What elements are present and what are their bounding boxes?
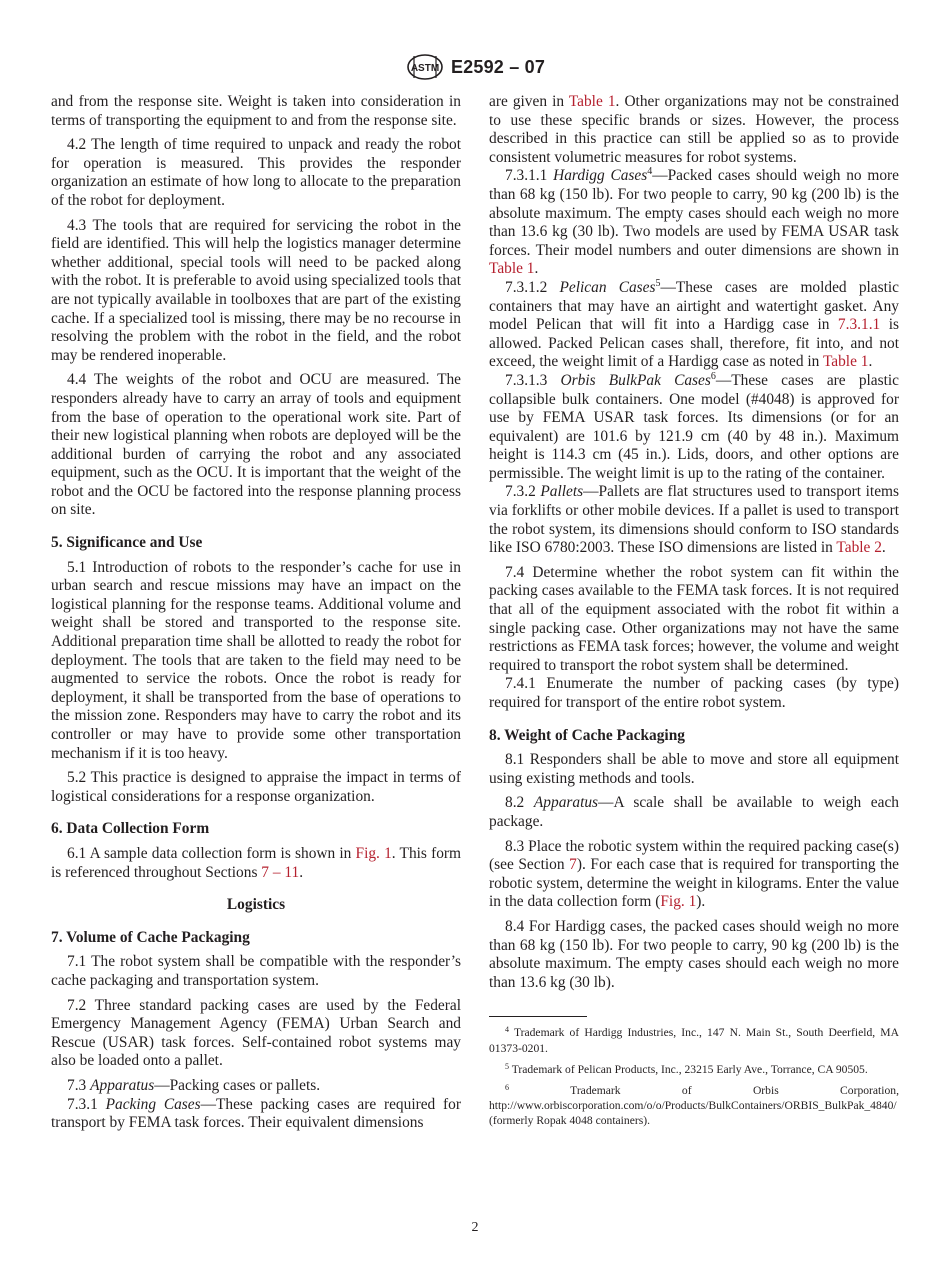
text: . Other organizations may not be constrained to use these specific brands or sizes. However, the process described in this practice can still be applied so as to provide consistent volumetric measures for robot systems. [489, 93, 899, 166]
paragraph-7-3-1-1 [489, 167, 899, 279]
paragraph-8-2 [489, 794, 899, 831]
text: 7.3.1.3 [505, 371, 561, 389]
term: Orbis BulkPak Cases [560, 371, 711, 389]
paragraph-4-4: 4.4 The weights of the robot and OCU are measured. The responders already have to carry an array of tools and equipment from the base of operation to the operational work site. Part of their new logistical planning when robots are deployed will be the additional burden of carrying the robot and any associated equipment, such as the OCU. It is important that the weight of the robot and the OCU be factored into the response planning process on site. [51, 371, 461, 519]
paragraph-5-2: 5.2 This practice is designed to appraise the impact in terms of logistical considerations for a response organization. [51, 769, 461, 805]
fig-1-link[interactable]: Fig. 1 [355, 844, 392, 862]
paragraph-5-1: 5.1 Introduction of robots to the responder’s cache for use in urban search and rescue missions may have an impact on the logistical planning for the response teams. Additional volume and weight shall be stored and transported to the response site. Additional preparation time shall be allotted to ready the robot for deployment. The tools that are taken to the field may need to be augmented to service the robots. Once the robot is ready for deployment, it shall be transported from the base of operations to the mission zone. Responders may have to carry the robot and its controller or may have to provide some other transportation mechanism if it is too heavy. [51, 558, 461, 762]
footnote-number: 6 [505, 1082, 509, 1092]
term: Apparatus [533, 794, 599, 812]
paragraph-8-4: 8.4 For Hardigg cases, the packed cases should weigh no more than 68 kg (150 lb). For two people to carry, 90 kg (200 lb) is the absolute maximum. The empty cases should each weigh no more than 13.6 kg (30 lb). [489, 917, 899, 991]
footnote-number: 4 [505, 1025, 509, 1035]
text: . [299, 863, 304, 881]
paragraph-continuation: and from the response site. Weight is taken into consideration in terms of transporting the equipment to and from the response site. [51, 93, 461, 129]
paragraph-4-3: 4.3 The tools that are required for servicing the robot in the field are identified. This will help the logistics manager determine whether additional, special tools will need to be packed along with the robot. It is preferable to avoid using specialized tools that are not typically available in toolboxes that are part of the existing cache. If a specialized tool is missing, there may be no recourse in resolving the problem with the robot in the field, and the robot may be rendered inoperable. [51, 216, 461, 364]
paragraph-7-3-1 [51, 1096, 461, 1133]
section-7-heading: 7. Volume of Cache Packaging [51, 928, 250, 946]
left-column [51, 93, 461, 1133]
paragraph-4-2: 4.2 The length of time required to unpack and ready the robot for operation is measured. This provides the responder organization an estimate of how long to allocate to the preparation of the robot for deployment. [51, 136, 461, 209]
footnote-number: 5 [505, 1061, 509, 1071]
astm-logo-icon [405, 52, 445, 82]
text: —Packed cases should weigh no more than 68 kg (150 lb). For two people to carry, 90 kg (200 lb) is the absolute maximum. The empty cases should each weigh no more than 13.6 kg (30 lb). Two models are used by FEMA USAR task forces. Their model numbers and outer dimensions are shown in [489, 167, 900, 259]
footnote-5 [489, 1062, 899, 1077]
footnote-ref-4[interactable]: 4 [647, 166, 653, 178]
paragraph-7-4-1: 7.4.1 Enumerate the number of packing cases (by type) required for transport of the entire robot system. [489, 675, 899, 711]
text: 7.3.1.1 [505, 167, 554, 185]
logistics-heading: Logistics [226, 896, 286, 914]
text: 8.3 Place the robotic system within the required packing case(s) (see Section [489, 837, 899, 874]
footnote-ref-5[interactable]: 5 [655, 277, 661, 289]
footnote-text: Trademark of Pelican Products, Inc., 23215 Early Ave., Torrance, CA 90505. [511, 1062, 868, 1076]
text: —These packing cases are required for transport by FEMA task forces. Their equivalent dimensions [51, 1095, 461, 1132]
paragraph-8-1: 8.1 Responders shall be able to move and store all equipment using existing methods and tools. [489, 751, 899, 787]
paragraph-7-3-1-3 [489, 372, 899, 484]
text: —Packing cases or pallets. [154, 1076, 321, 1094]
text: 7.3.2 [505, 483, 541, 501]
paragraph-7-1: 7.1 The robot system shall be compatible with the responder’s cache packaging and transportation system. [51, 953, 461, 989]
page-number: 2 [471, 1220, 479, 1235]
text: . [868, 353, 873, 371]
paragraph-7-2: 7.2 Three standard packing cases are used by the Federal Emergency Management Agency (FEMA) Urban Search and Rescue (USAR) task forces. Self-contained robot systems may also be loaded onto a pallet. [51, 996, 461, 1070]
term: Pallets [540, 483, 584, 501]
table-1-link[interactable]: Table 1 [489, 260, 535, 278]
paragraph-7-3-2 [489, 483, 899, 557]
term: Pelican Cases [559, 278, 656, 296]
text: ). For each case that is required for transporting the robotic system, determine the weight in kilograms. Enter the value in the data collection form ( [489, 856, 899, 911]
footnote-ref-6[interactable]: 6 [710, 370, 716, 382]
table-2-link[interactable]: Table 2 [836, 539, 882, 557]
text: . [881, 539, 886, 557]
fig-1-link[interactable]: Fig. 1 [660, 893, 697, 911]
term: Packing Cases [105, 1095, 201, 1113]
text: are given in [489, 93, 569, 110]
section-6-heading: 6. Data Collection Form [51, 820, 210, 838]
text: —Pallets are flat structures used to transport items via forklifts or other mobile devices. If a pallet is used to transport the robot system, its dimensions should conform to ISO standards like ISO 6780:2003. These ISO dimensions are listed in [489, 483, 899, 557]
term: Hardigg Cases [553, 167, 648, 185]
page-header [0, 52, 950, 82]
paragraph-7-4: 7.4 Determine whether the robot system can fit within the packing cases available to the FEMA task forces. It is not required that all of the equipment associated with the robot fit within a single packing case. Other organizations may not have the same restrictions as FEMA task forces; however, the volume and weight required to transport the robot system shall be determined. [489, 563, 899, 674]
text: —A scale shall be available to weigh each package. [489, 794, 899, 830]
section-8-heading: 8. Weight of Cache Packaging [489, 726, 685, 744]
text: 8.2 [505, 794, 534, 812]
section-7-3-1-1-link[interactable]: 7.3.1.1 [837, 316, 881, 334]
term: Apparatus [90, 1076, 155, 1094]
paragraph-continuation [489, 93, 899, 167]
text: ). [696, 893, 706, 911]
footnote-6 [489, 1083, 899, 1129]
paragraph-7-3-1-2 [489, 279, 899, 372]
section-7-link[interactable]: 7 [569, 856, 577, 874]
right-column [489, 93, 899, 1135]
text: —These cases are molded plastic containers that may have an airtight and watertight gasket. Any model Pelican that will fit into a Hardigg case in [489, 278, 899, 334]
text: 6.1 A sample data collection form is shown in [67, 844, 356, 862]
table-1-link[interactable]: Table 1 [568, 93, 616, 110]
text: is allowed. Packed Pelican cases shall, therefore, fit into, and not exceed, the weight limit of a Hardigg case as noted in [489, 316, 899, 371]
text: —These cases are plastic collapsible bulk containers. One model (#4048) is approved for use by FEMA USAR task forces. Its dimensions (or for an equivalent) are 101.6 by 121.9 cm (40 by 48 in.). Maximum height is 114.3 cm (45 in.). Lids, doors, and other options are permissible. The weight limit is up to the rating of the container. [489, 371, 899, 482]
text: 7.3.1.2 [505, 278, 560, 296]
section-5-heading: 5. Significance and Use [51, 534, 203, 552]
svg-text:ASTM: ASTM [410, 63, 440, 74]
text: . This form is referenced throughout Sections [51, 844, 462, 881]
sections-7-11-link[interactable]: 7 – 11 [261, 863, 300, 881]
paragraph-7-3 [51, 1077, 461, 1096]
document-id: E2592 – 07 [450, 56, 546, 77]
footnote-4 [489, 1025, 899, 1055]
footnote-text: Trademark of Orbis Corporation, http://www.orbiscorporation.com/o/o/Products/BulkContainers/ORBIS_BulkPak_4840/ (formerly Ropak 4048 containers). [489, 1083, 899, 1128]
paragraph-8-3 [489, 838, 899, 912]
paragraph-6-1 [51, 845, 461, 882]
text: 7.3 [67, 1076, 91, 1094]
table-1-link[interactable]: Table 1 [822, 353, 869, 371]
footnote-divider [489, 1016, 587, 1017]
footnote-text: Trademark of Hardigg Industries, Inc., 147 N. Main St., South Deerfield, MA 01373-0201. [489, 1026, 899, 1055]
text: . [534, 260, 539, 278]
text: 7.3.1 [67, 1095, 106, 1113]
